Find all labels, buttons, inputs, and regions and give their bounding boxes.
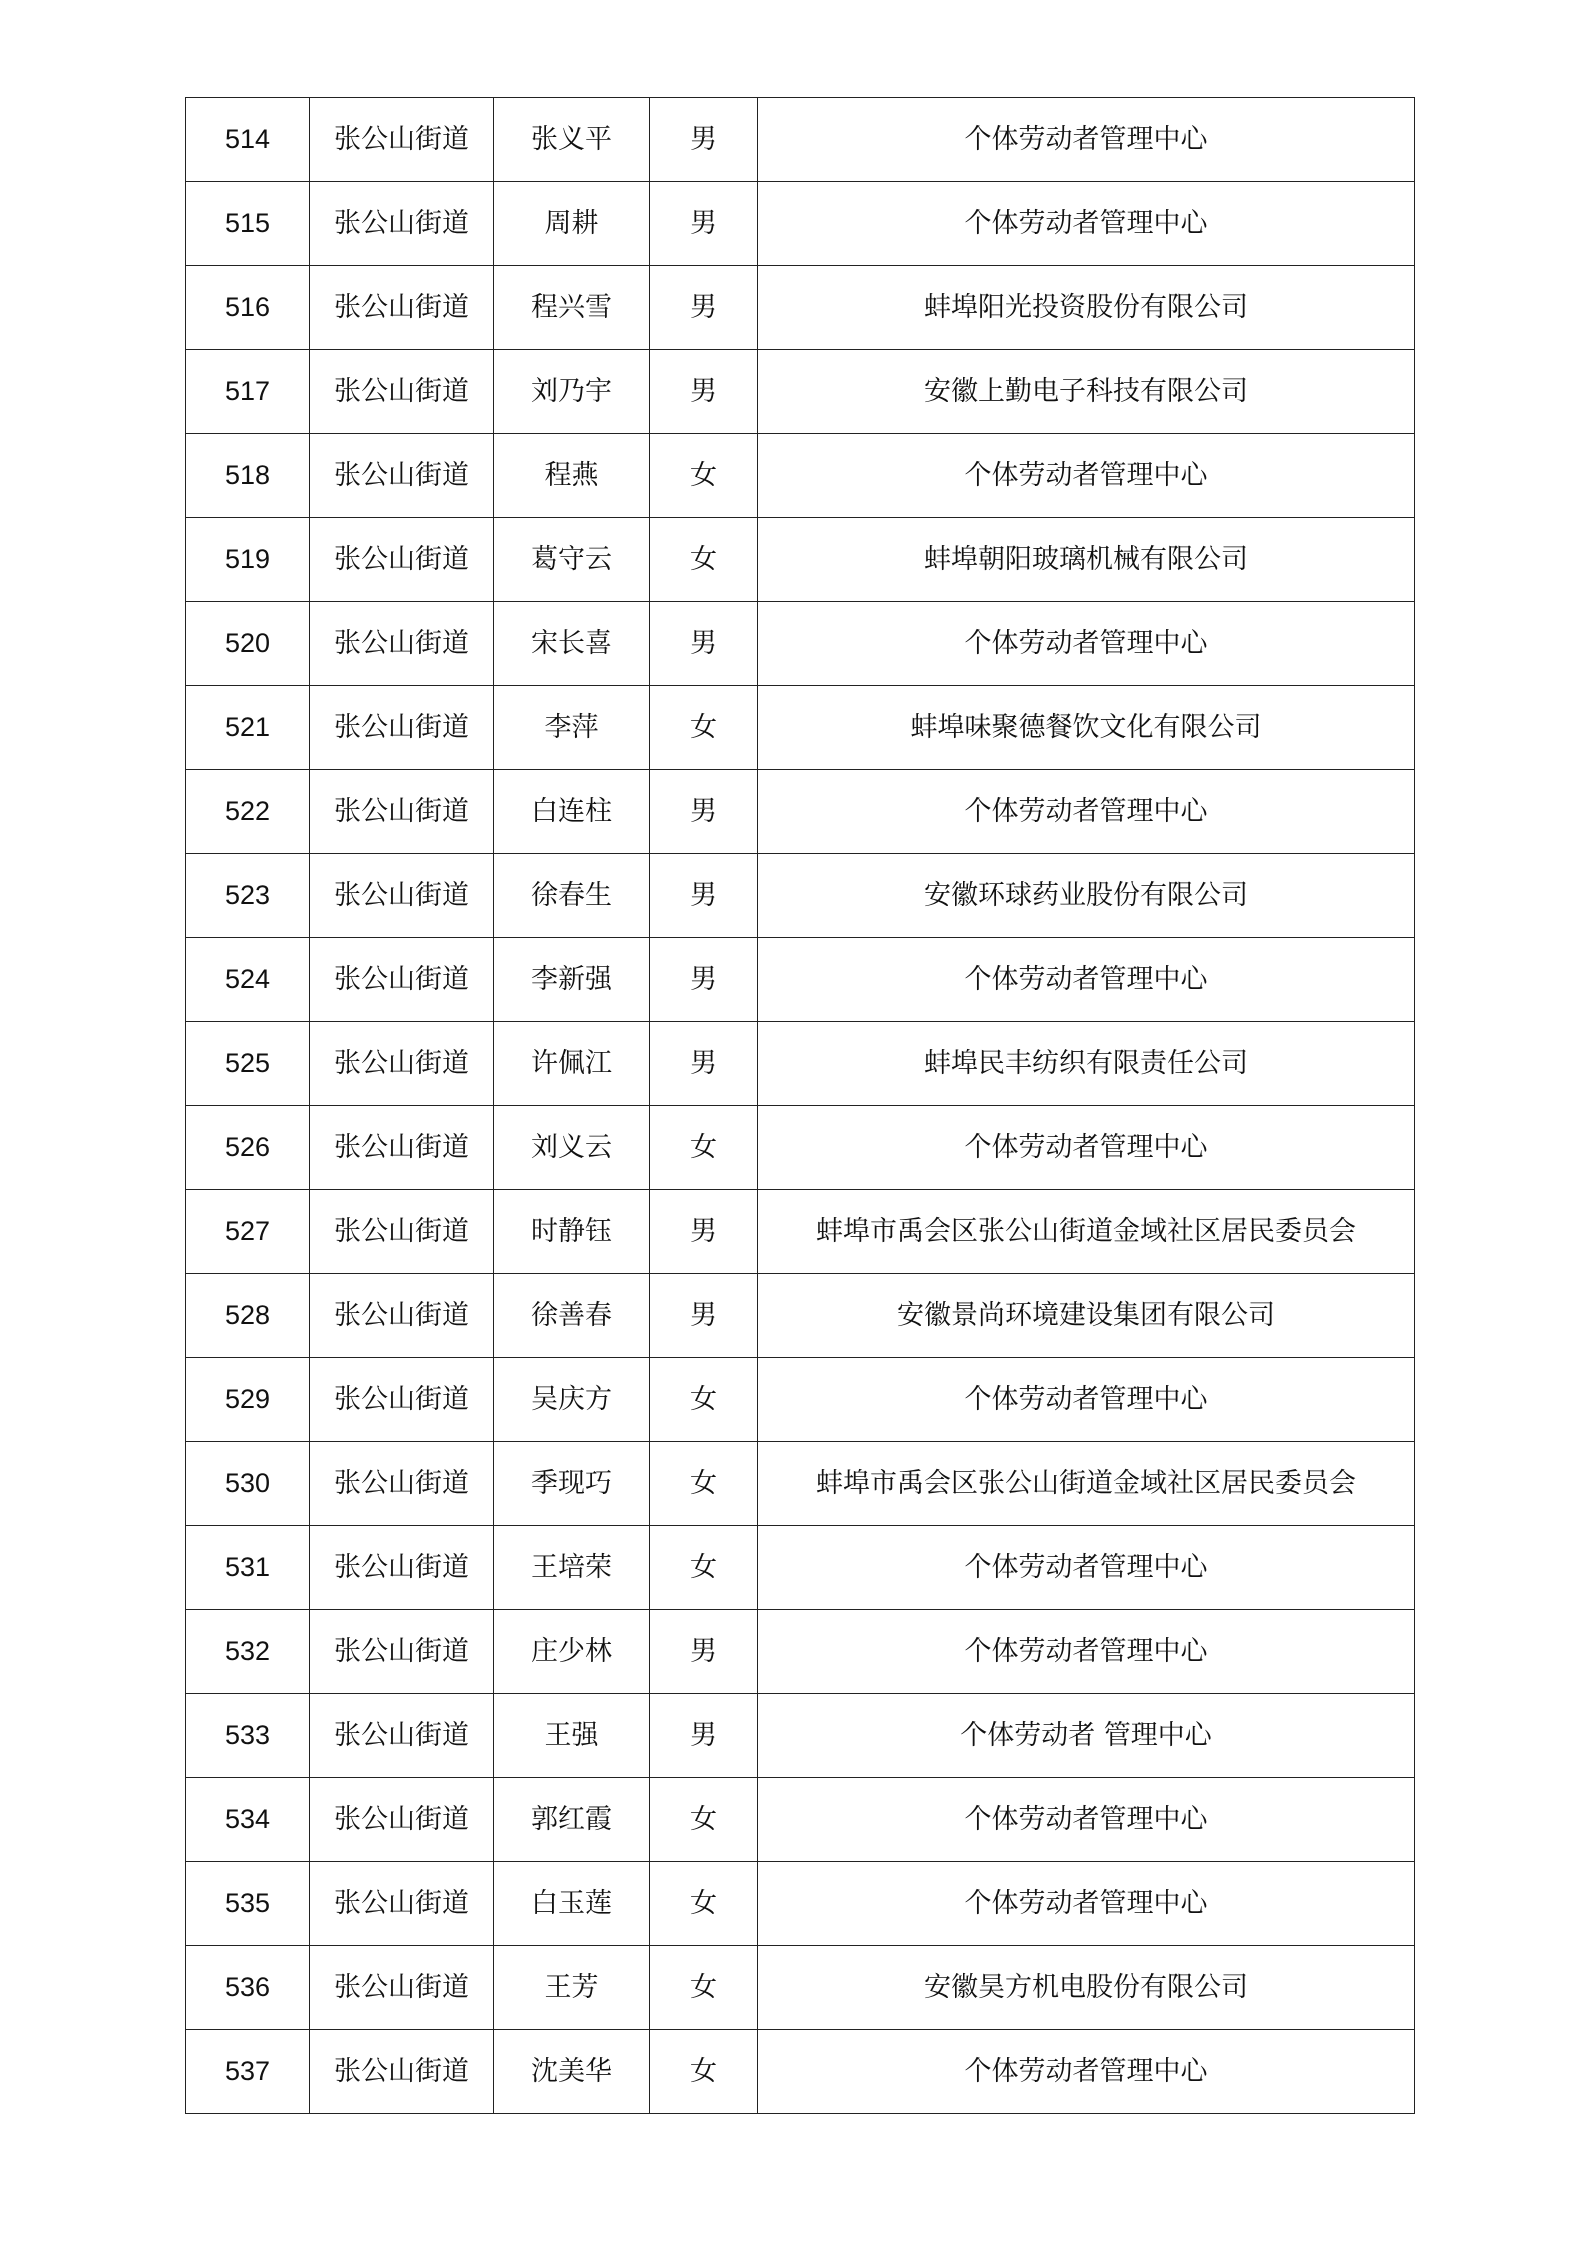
street-cell: 张公山街道 [310,350,494,434]
organization-cell: 个体劳动者管理中心 [758,182,1415,266]
gender-cell: 男 [650,854,758,938]
table-row [186,266,1415,350]
street-cell: 张公山街道 [310,602,494,686]
row-number-cell: 520 [186,602,310,686]
row-number-cell: 517 [186,350,310,434]
table-row [186,770,1415,854]
street-cell: 张公山街道 [310,266,494,350]
table-row [186,602,1415,686]
person-name-cell: 王强 [494,1694,650,1778]
table-row [186,1946,1415,2030]
person-name-cell: 宋长喜 [494,602,650,686]
table-row [186,1274,1415,1358]
row-number-cell: 530 [186,1442,310,1526]
row-number-cell: 531 [186,1526,310,1610]
gender-cell: 女 [650,434,758,518]
person-name-cell: 周耕 [494,182,650,266]
street-cell: 张公山街道 [310,938,494,1022]
person-name-cell: 许佩江 [494,1022,650,1106]
street-cell: 张公山街道 [310,182,494,266]
row-number-cell: 532 [186,1610,310,1694]
person-name-cell: 白连柱 [494,770,650,854]
person-name-cell: 李萍 [494,686,650,770]
organization-cell: 个体劳动者管理中心 [758,1358,1415,1442]
gender-cell: 男 [650,182,758,266]
row-number-cell: 516 [186,266,310,350]
organization-cell: 蚌埠市禹会区张公山街道金域社区居民委员会 [758,1190,1415,1274]
row-number-cell: 533 [186,1694,310,1778]
person-name-cell: 庄少林 [494,1610,650,1694]
organization-cell: 蚌埠味聚德餐饮文化有限公司 [758,686,1415,770]
row-number-cell: 529 [186,1358,310,1442]
table-row [186,518,1415,602]
row-number-cell: 527 [186,1190,310,1274]
person-name-cell: 季现巧 [494,1442,650,1526]
row-number-cell: 515 [186,182,310,266]
row-number-cell: 534 [186,1778,310,1862]
table-row [186,938,1415,1022]
organization-cell: 蚌埠朝阳玻璃机械有限公司 [758,518,1415,602]
personnel-table [185,97,1415,2114]
organization-cell: 安徽昊方机电股份有限公司 [758,1946,1415,2030]
table-row [186,1022,1415,1106]
street-cell: 张公山街道 [310,1946,494,2030]
person-name-cell: 王培荣 [494,1526,650,1610]
row-number-cell: 528 [186,1274,310,1358]
gender-cell: 男 [650,1022,758,1106]
person-name-cell: 程燕 [494,434,650,518]
person-name-cell: 程兴雪 [494,266,650,350]
street-cell: 张公山街道 [310,1694,494,1778]
person-name-cell: 沈美华 [494,2030,650,2114]
organization-cell: 蚌埠民丰纺织有限责任公司 [758,1022,1415,1106]
street-cell: 张公山街道 [310,1778,494,1862]
organization-cell: 个体劳动者管理中心 [758,434,1415,518]
street-cell: 张公山街道 [310,770,494,854]
street-cell: 张公山街道 [310,1358,494,1442]
organization-cell: 安徽景尚环境建设集团有限公司 [758,1274,1415,1358]
table-row [186,98,1415,182]
row-number-cell: 525 [186,1022,310,1106]
organization-cell: 个体劳动者管理中心 [758,98,1415,182]
organization-cell: 蚌埠阳光投资股份有限公司 [758,266,1415,350]
row-number-cell: 514 [186,98,310,182]
organization-cell: 个体劳动者管理中心 [758,1778,1415,1862]
street-cell: 张公山街道 [310,434,494,518]
street-cell: 张公山街道 [310,1526,494,1610]
organization-cell: 安徽上勤电子科技有限公司 [758,350,1415,434]
row-number-cell: 519 [186,518,310,602]
table-row [186,1862,1415,1946]
person-name-cell: 郭红霞 [494,1778,650,1862]
street-cell: 张公山街道 [310,686,494,770]
table-row [186,1610,1415,1694]
row-number-cell: 522 [186,770,310,854]
gender-cell: 女 [650,1862,758,1946]
organization-cell: 个体劳动者管理中心 [758,2030,1415,2114]
person-name-cell: 刘乃宇 [494,350,650,434]
organization-cell: 个体劳动者管理中心 [758,1526,1415,1610]
organization-cell: 个体劳动者管理中心 [758,938,1415,1022]
gender-cell: 女 [650,1442,758,1526]
row-number-cell: 523 [186,854,310,938]
table-row [186,1358,1415,1442]
person-name-cell: 李新强 [494,938,650,1022]
row-number-cell: 521 [186,686,310,770]
person-name-cell: 张义平 [494,98,650,182]
gender-cell: 女 [650,1946,758,2030]
gender-cell: 男 [650,98,758,182]
gender-cell: 女 [650,518,758,602]
organization-cell: 个体劳动者管理中心 [758,1862,1415,1946]
street-cell: 张公山街道 [310,1862,494,1946]
person-name-cell: 徐春生 [494,854,650,938]
table-row [186,434,1415,518]
table-row [186,182,1415,266]
street-cell: 张公山街道 [310,1106,494,1190]
gender-cell: 男 [650,1610,758,1694]
row-number-cell: 524 [186,938,310,1022]
gender-cell: 男 [650,770,758,854]
street-cell: 张公山街道 [310,2030,494,2114]
person-name-cell: 徐善春 [494,1274,650,1358]
table-row [186,1526,1415,1610]
gender-cell: 女 [650,1106,758,1190]
gender-cell: 女 [650,1526,758,1610]
person-name-cell: 刘义云 [494,1106,650,1190]
organization-cell: 个体劳动者管理中心 [758,1610,1415,1694]
street-cell: 张公山街道 [310,98,494,182]
table-row [186,1778,1415,1862]
street-cell: 张公山街道 [310,1442,494,1526]
organization-cell: 个体劳动者管理中心 [758,770,1415,854]
gender-cell: 男 [650,350,758,434]
table-row [186,1442,1415,1526]
person-name-cell: 吴庆方 [494,1358,650,1442]
row-number-cell: 526 [186,1106,310,1190]
gender-cell: 男 [650,1694,758,1778]
organization-cell: 安徽环球药业股份有限公司 [758,854,1415,938]
organization-cell: 个体劳动者 管理中心 [758,1694,1415,1778]
organization-cell: 个体劳动者管理中心 [758,1106,1415,1190]
gender-cell: 女 [650,1778,758,1862]
person-name-cell: 葛守云 [494,518,650,602]
gender-cell: 男 [650,266,758,350]
table-row [186,1190,1415,1274]
table-row [186,1694,1415,1778]
street-cell: 张公山街道 [310,518,494,602]
table-row [186,2030,1415,2114]
street-cell: 张公山街道 [310,1610,494,1694]
gender-cell: 女 [650,2030,758,2114]
person-name-cell: 王芳 [494,1946,650,2030]
person-name-cell: 时静钰 [494,1190,650,1274]
street-cell: 张公山街道 [310,1022,494,1106]
street-cell: 张公山街道 [310,854,494,938]
row-number-cell: 537 [186,2030,310,2114]
street-cell: 张公山街道 [310,1190,494,1274]
table-body [186,98,1415,2114]
person-name-cell: 白玉莲 [494,1862,650,1946]
organization-cell: 个体劳动者管理中心 [758,602,1415,686]
gender-cell: 男 [650,1190,758,1274]
gender-cell: 男 [650,1274,758,1358]
street-cell: 张公山街道 [310,1274,494,1358]
row-number-cell: 518 [186,434,310,518]
table-row [186,686,1415,770]
gender-cell: 男 [650,602,758,686]
gender-cell: 男 [650,938,758,1022]
table-row [186,854,1415,938]
organization-cell: 蚌埠市禹会区张公山街道金域社区居民委员会 [758,1442,1415,1526]
gender-cell: 女 [650,1358,758,1442]
gender-cell: 女 [650,686,758,770]
row-number-cell: 535 [186,1862,310,1946]
table-row [186,350,1415,434]
table-row [186,1106,1415,1190]
row-number-cell: 536 [186,1946,310,2030]
